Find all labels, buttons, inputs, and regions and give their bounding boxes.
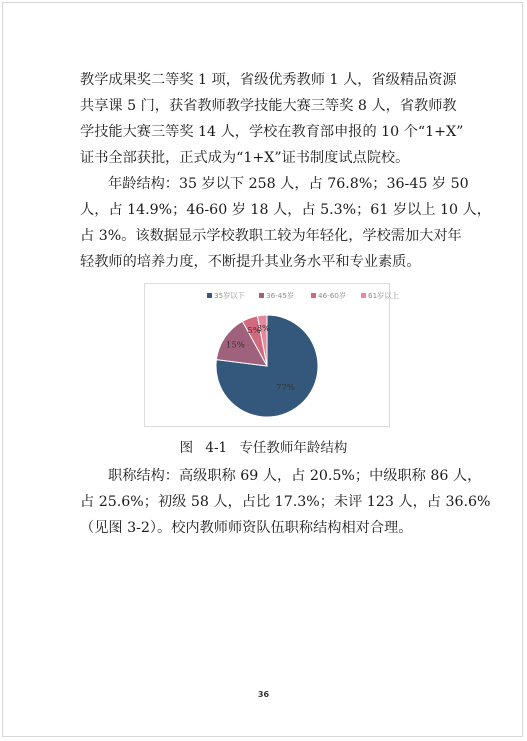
paragraph-1-line-3: 学技能大赛三等奖 14 人，学校在教育部申报的 10 个“1+X” <box>80 124 464 140</box>
paragraph-2-line-3: 占 3%。该数据显示学校教职工较为年轻化，学校需加大对年 <box>80 228 462 244</box>
pie-data-label: 5% <box>247 326 261 337</box>
legend-label: 61岁以上 <box>368 291 399 300</box>
legend-swatch <box>259 293 264 298</box>
legend-swatch <box>207 293 212 298</box>
paragraph-3-line-1: 职称结构：高级职称 69 人，占 20.5%；中级职称 86 人， <box>108 468 482 484</box>
legend-item <box>259 291 294 300</box>
legend-swatch <box>311 293 316 298</box>
paragraph-3-line-2: 占 25.6%；初级 58 人，占比 17.3%；未评 123 人，占 36.6% <box>80 494 491 510</box>
paragraph-2-line-2: 人，占 14.9%；46-60 岁 18 人，占 5.3%；61 岁以上 10 人， <box>80 202 491 218</box>
pie-data-label: 15% <box>225 340 245 351</box>
paragraph-1-line-1: 教学成果奖二等奖 1 项，省级优秀教师 1 人，省级精品资源 <box>80 72 457 88</box>
pie-data-label: 77% <box>276 383 296 394</box>
legend-item <box>361 291 399 300</box>
legend-swatch <box>361 293 366 298</box>
paragraph-2-line-4: 轻教师的培养力度，不断提升其业务水平和专业素质。 <box>80 254 421 270</box>
legend-label: 46-60岁 <box>318 291 347 300</box>
chart-legend <box>207 291 399 300</box>
legend-label: 35岁以下 <box>214 291 245 300</box>
pie-data-label: 3% <box>256 323 271 334</box>
paragraph-1-line-4: 证书全部获批，正式成为“1+X”证书制度试点院校。 <box>80 150 410 166</box>
age-structure-chart <box>144 283 399 427</box>
legend-item <box>311 291 346 300</box>
paragraph-1-line-2: 共享课 5 门，获省教师教学技能大赛三等奖 8 人，省教师教 <box>80 98 457 114</box>
page-number: 36 <box>257 690 270 699</box>
paragraph-3-line-3: （见图 3-2）。校内教师师资队伍职称结构相对合理。 <box>80 520 413 536</box>
pie-chart-canvas <box>145 284 399 426</box>
legend-label: 36-45岁 <box>266 291 295 300</box>
paragraph-2-line-1: 年龄结构：35 岁以下 258 人，占 76.8%；36-45 岁 50 <box>108 176 469 192</box>
legend-item <box>207 291 245 300</box>
figure-caption: 图 4-1 专任教师年龄结构 <box>179 440 348 456</box>
